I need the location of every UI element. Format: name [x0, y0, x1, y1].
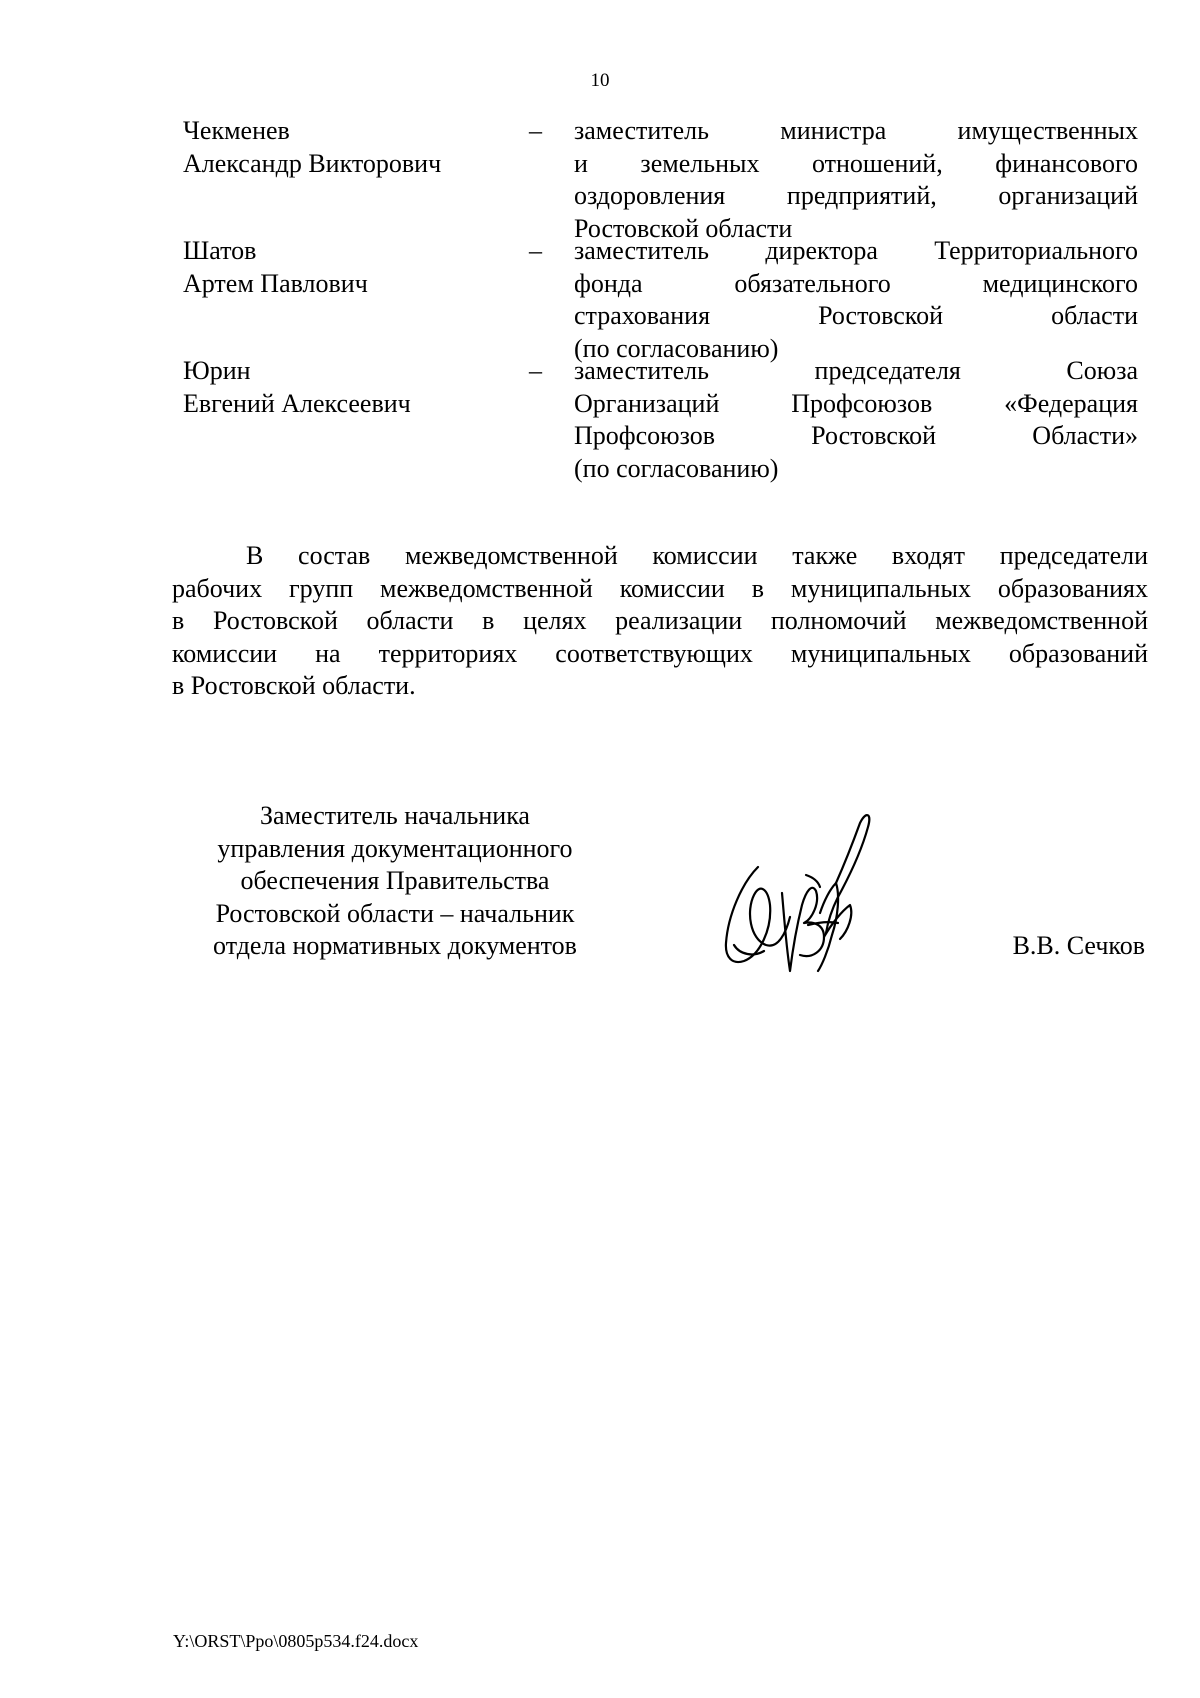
signer-name: В.В. Сечков [1012, 931, 1145, 960]
member-role-line: (по согласованию) [574, 333, 779, 363]
member-surname: Юрин [183, 356, 251, 385]
member-role-line: страхования Ростовской области [574, 301, 1138, 330]
member-surname: Шатов [183, 236, 257, 265]
signer-title [170, 800, 620, 963]
signer-title-line: обеспечения Правительства [240, 866, 550, 895]
file-path-footer: Y:\ORST\Ppo\0805p534.f24.docx [173, 1631, 419, 1651]
member-role [574, 235, 1138, 365]
member-role [574, 115, 1138, 245]
signature-icon [720, 805, 875, 975]
member-entry [183, 115, 1138, 243]
signer-title-line: управления документационного [217, 833, 573, 863]
member-role-line: оздоровления предприятий, организаций [574, 181, 1138, 210]
paragraph-line: В состав межведомственной комиссии также входят председатели [246, 541, 1148, 570]
member-name [183, 235, 529, 300]
member-given-names: Александр Викторович [183, 148, 442, 178]
member-role-line: заместитель директора Территориального [574, 236, 1138, 265]
signer-title-line: Заместитель начальника [260, 801, 530, 830]
paragraph-line: рабочих групп межведомственной комиссии в муниципальных образованиях [172, 573, 1148, 603]
member-role-line: Ростовской области [574, 213, 793, 243]
paragraph-line: в Ростовской области. [172, 671, 416, 700]
member-dash: – [529, 236, 542, 265]
member-role-line: заместитель председателя Союза [574, 356, 1138, 385]
member-role [574, 355, 1138, 485]
paragraph-line: комиссии на территориях соответствующих муниципальных образований [172, 638, 1148, 668]
signer-title-line: Ростовской области – начальник [215, 898, 575, 928]
member-name [183, 115, 529, 180]
commission-members-list [183, 115, 1138, 485]
member-role-line: фонда обязательного медицинского [574, 268, 1138, 298]
handwritten-signature [720, 805, 875, 975]
member-dash: – [529, 356, 542, 385]
paragraph-line: в Ростовской области в целях реализации полномочий межведомственной [172, 606, 1148, 635]
member-dash: – [529, 116, 542, 145]
member-entry [183, 235, 1138, 363]
member-role-line: и земельных отношений, финансового [574, 148, 1138, 178]
member-entry [183, 355, 1138, 485]
member-given-names: Артем Павлович [183, 268, 368, 298]
page-number: 10 [590, 70, 610, 91]
member-role-line: Профсоюзов Ростовской Области» [574, 421, 1138, 450]
member-role-line: заместитель министра имущественных [574, 116, 1138, 145]
signer-title-line: отдела нормативных документов [213, 931, 577, 960]
member-role-line: Организаций Профсоюзов «Федерация [574, 388, 1138, 418]
member-name [183, 355, 529, 420]
member-surname: Чекменев [183, 116, 290, 145]
member-given-names: Евгений Алексеевич [183, 388, 411, 418]
commission-composition-paragraph [172, 540, 1148, 703]
member-role-line: (по согласованию) [574, 453, 779, 483]
